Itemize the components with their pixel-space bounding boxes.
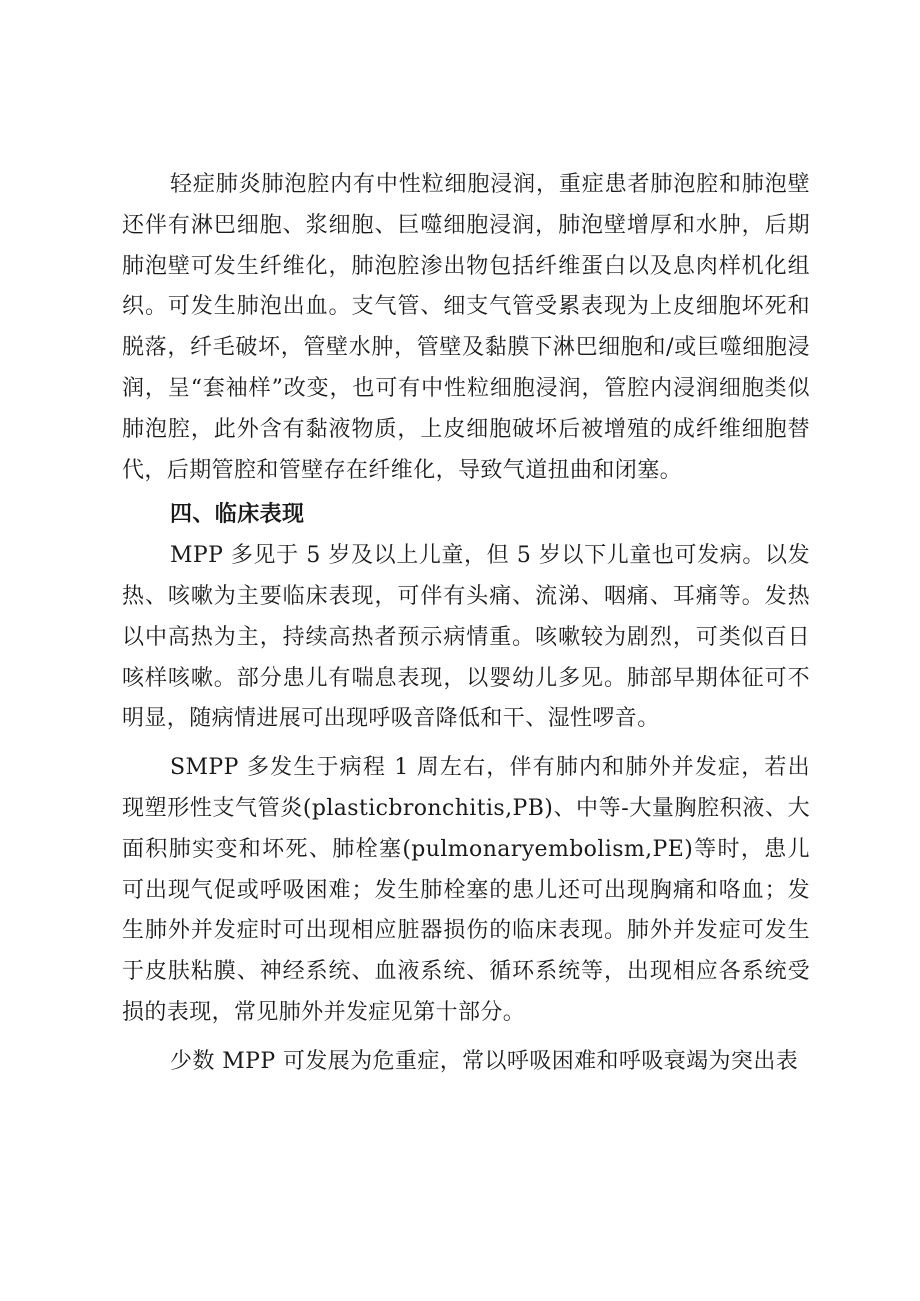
paragraph-mpp-symptoms: MPP 多见于 5 岁及以上儿童，但 5 岁以下儿童也可发病。以发热、咳嗽为主要临床表现，可伴有头痛、流涕、咽痛、耳痛等。发热以中高热为主，持续高热者预示病情重。咳嗽较为剧烈，可类似百日咳样咳嗽。部分患儿有喘息表现，以婴幼儿多见。肺部早期体征可不明显，随病情进展可出现呼吸音降低和干、湿性啰音。 [122,543,810,732]
paragraph-critical-mpp: 少数 MPP 可发展为危重症，常以呼吸困难和呼吸衰竭为突出表 [170,1048,799,1074]
document-body [122,165,810,1083]
paragraph-smpp-complications: SMPP 多发生于病程 1 周左右，伴有肺内和肺外并发症，若出现塑形性支气管炎(plasticbronchitis,PB)、中等-大量胸腔积液、大面积肺实变和坏死、肺栓塞(pulmonaryembolism,PE)等时，患儿可出现气促或呼吸困难；发生肺栓塞的患儿还可出现胸痛和咯血；发生肺外并发症时可出现相应脏器损伤的临床表现。肺外并发症可发生于皮肤粘膜、神经系统、血液系统、循环系统等，出现相应各系统受损的表现，常见肺外并发症见第十部分。 [122,755,810,1025]
section-heading-clinical-manifestations: 四、临床表现 [170,502,305,528]
paragraph-pathology: 轻症肺炎肺泡腔内有中性粒细胞浸润，重症患者肺泡腔和肺泡壁还伴有淋巴细胞、浆细胞、巨噬细胞浸润，肺泡壁增厚和水肿，后期肺泡壁可发生纤维化，肺泡腔渗出物包括纤维蛋白以及息肉样机化组织。可发生肺泡出血。支气管、细支气管受累表现为上皮细胞坏死和脱落，纤毛破坏，管壁水肿，管壁及黏膜下淋巴细胞和/或巨噬细胞浸润，呈“套袖样”改变，也可有中性粒细胞浸润，管腔内浸润细胞类似肺泡腔，此外含有黏液物质，上皮细胞破坏后被增殖的成纤维细胞替代，后期管腔和管壁存在纤维化，导致气道扭曲和闭塞。 [122,172,810,483]
